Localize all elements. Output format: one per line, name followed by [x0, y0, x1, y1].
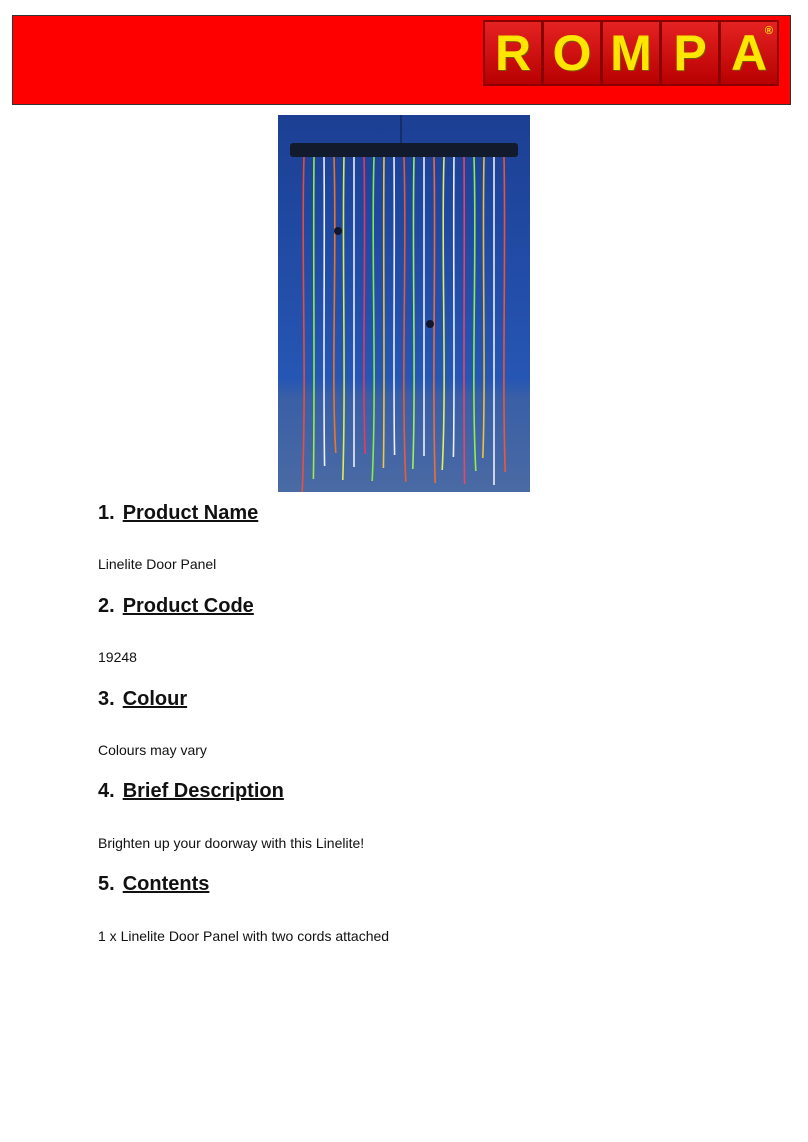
- logo-letter-r: R: [485, 22, 541, 84]
- product-code-value: 19248: [98, 649, 137, 665]
- section-heading: [98, 595, 254, 618]
- logo-letter-p: P: [662, 22, 718, 84]
- section-title: Colour: [122, 688, 188, 710]
- colour-value: Colours may vary: [98, 742, 207, 758]
- section-number: 3.: [98, 688, 115, 710]
- section-heading: [98, 688, 187, 711]
- section-heading: [98, 780, 284, 803]
- logo-letter-m: M: [603, 22, 659, 84]
- section-title: Product Code: [122, 595, 254, 617]
- cord-weight-left: [334, 227, 342, 235]
- cord-weight-right: [426, 320, 434, 328]
- cord-strand: [394, 157, 395, 455]
- cord-strand: [313, 157, 314, 479]
- registered-mark: ®: [764, 25, 773, 37]
- logo-letter-o: O: [544, 22, 600, 84]
- rompa-logo: [483, 20, 779, 86]
- section-heading: [98, 873, 209, 896]
- section-number: 4.: [98, 780, 115, 802]
- section-number: 1.: [98, 502, 115, 524]
- cord-strand: [464, 157, 465, 484]
- cord-strand: [453, 157, 454, 457]
- door-panel-illustration: [278, 115, 530, 492]
- section-contents: [98, 873, 209, 896]
- cord-strand: [383, 157, 384, 468]
- section-colour: [98, 688, 187, 711]
- section-title: Brief Description: [122, 780, 284, 802]
- section-title: Product Name: [122, 502, 259, 524]
- section-product-name: [98, 502, 258, 525]
- section-product-code: [98, 595, 254, 618]
- contents-value: 1 x Linelite Door Panel with two cords attached: [98, 928, 390, 944]
- product-photo: [278, 115, 530, 492]
- logo-letter-a: A ®: [721, 22, 777, 84]
- panel-header-rail: [290, 143, 518, 157]
- cord-strand: [324, 157, 325, 466]
- product-name-value: Linelite Door Panel: [98, 556, 217, 572]
- section-title: Contents: [122, 873, 210, 895]
- section-heading: [98, 502, 258, 525]
- section-brief-description: [98, 780, 284, 803]
- section-number: 5.: [98, 873, 115, 895]
- section-number: 2.: [98, 595, 115, 617]
- brief-description-value: Brighten up your doorway with this Linelite!: [98, 835, 365, 851]
